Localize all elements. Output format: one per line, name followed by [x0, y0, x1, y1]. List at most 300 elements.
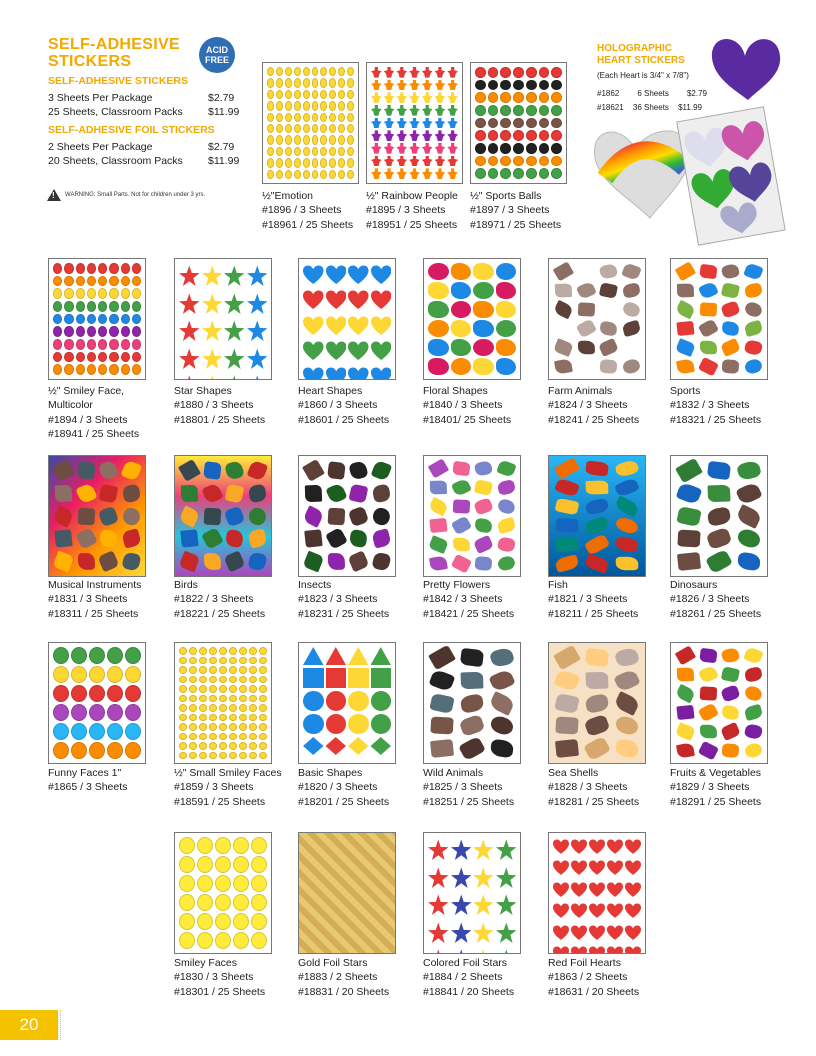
sticker	[320, 78, 327, 87]
sticker	[285, 124, 292, 133]
sticker	[371, 288, 392, 311]
sticker	[251, 837, 267, 854]
sticker	[743, 282, 762, 298]
sticker	[320, 158, 327, 167]
sticker	[303, 158, 310, 167]
sticker	[267, 101, 274, 110]
sticker-pattern	[49, 643, 145, 763]
basic-shape-column	[303, 647, 324, 759]
sticker	[371, 529, 391, 549]
sticker	[239, 704, 247, 712]
sticker	[259, 714, 267, 722]
product-name: Insects	[298, 579, 332, 591]
sticker	[496, 282, 517, 299]
sticker	[625, 944, 641, 954]
sticker	[451, 339, 472, 356]
sticker	[720, 263, 740, 281]
sticker	[203, 507, 220, 524]
product-name: ½" Smiley Face,	[48, 385, 125, 397]
sticker	[239, 733, 247, 741]
sticker	[526, 80, 537, 91]
sticker	[539, 92, 550, 103]
sticker	[121, 326, 130, 337]
sticker	[77, 553, 94, 570]
sticker	[422, 105, 433, 116]
sticker	[526, 118, 537, 129]
sticker	[303, 113, 310, 122]
sticker	[89, 647, 105, 664]
sticker	[488, 67, 499, 78]
sticker-pattern	[549, 833, 645, 953]
sticker	[720, 684, 740, 702]
sticker	[435, 130, 446, 141]
sticker	[539, 143, 550, 154]
sticker	[496, 920, 517, 946]
sticker	[371, 483, 390, 502]
sticker	[209, 676, 217, 684]
sticker	[326, 288, 347, 311]
sticker	[197, 837, 213, 854]
sticker	[179, 875, 195, 892]
sticker	[304, 530, 322, 548]
sticker	[98, 263, 107, 274]
product-line: #18421 / 25 Sheets	[423, 607, 515, 620]
product-line: #1820 / 3 Sheets	[298, 781, 378, 794]
sticker	[294, 90, 301, 99]
sticker	[276, 170, 283, 179]
sticker-sheet-image	[423, 642, 521, 764]
product-line: #18831 / 20 Sheets	[298, 985, 390, 998]
holographic-hearts-image	[590, 28, 790, 246]
sticker	[132, 288, 141, 299]
sticker	[384, 168, 395, 179]
sticker	[584, 533, 610, 556]
sticker	[428, 263, 449, 280]
product-line: #18801 / 25 Sheets	[174, 413, 266, 426]
sticker	[247, 529, 267, 549]
sticker	[197, 875, 213, 892]
sticker	[77, 507, 94, 524]
sticker	[500, 130, 511, 141]
sticker-sheet-image	[670, 642, 768, 764]
sticker	[743, 301, 763, 319]
sticker	[71, 704, 87, 721]
sticker	[259, 657, 267, 665]
sticker	[496, 320, 517, 337]
sticker	[320, 135, 327, 144]
sticker-pattern	[175, 259, 271, 379]
product-line: #1859 / 3 Sheets	[174, 781, 254, 794]
sticker-sheet-image	[423, 258, 521, 380]
sticker	[500, 80, 511, 91]
sticker	[338, 78, 345, 87]
product-line: #1829 / 3 Sheets	[670, 781, 750, 794]
sticker	[473, 865, 494, 891]
sticker	[708, 484, 731, 501]
sticker	[338, 170, 345, 179]
product-line: #1825 / 3 Sheets	[423, 781, 503, 794]
sticker	[743, 357, 763, 375]
sticker	[247, 346, 268, 372]
sticker	[577, 341, 594, 355]
sticker	[428, 497, 449, 516]
sticker-sheet-image	[174, 832, 272, 954]
product-line: #18221 / 25 Sheets	[174, 607, 266, 620]
sticker	[75, 482, 97, 504]
sticker	[347, 170, 354, 179]
sticker	[53, 301, 62, 312]
sticker	[598, 263, 618, 281]
product-caption	[548, 578, 638, 621]
sticker	[396, 92, 407, 103]
product-name: Fruits & Vegetables	[670, 767, 762, 779]
sticker	[348, 460, 368, 481]
sticker	[513, 67, 524, 78]
sticker	[348, 314, 369, 337]
sticker	[384, 92, 395, 103]
sticker	[607, 923, 623, 942]
sticker	[71, 647, 87, 664]
sticker	[384, 118, 395, 129]
sticker	[327, 553, 344, 570]
sticker	[179, 373, 200, 380]
sticker	[202, 373, 223, 380]
sticker	[577, 302, 594, 316]
sticker	[371, 156, 382, 167]
sticker	[64, 288, 73, 299]
title-line-1: SELF-ADHESIVE	[48, 36, 180, 53]
sticker	[584, 553, 610, 574]
sticker	[201, 528, 223, 551]
sticker	[294, 101, 301, 110]
sticker	[189, 752, 197, 760]
sticker	[621, 262, 641, 281]
product-line: Multicolor	[48, 399, 93, 412]
sticker	[384, 143, 395, 154]
sticker	[312, 67, 319, 76]
sticker	[697, 357, 718, 377]
sticker	[219, 647, 227, 655]
sticker	[422, 168, 433, 179]
sticker	[429, 693, 454, 714]
product-caption	[262, 189, 353, 232]
sticker	[409, 67, 420, 78]
sticker	[189, 733, 197, 741]
sticker	[320, 101, 327, 110]
sticker	[197, 913, 213, 930]
product-caption	[366, 189, 458, 232]
sticker-pattern	[175, 456, 271, 576]
sticker	[109, 263, 118, 274]
sticker	[348, 263, 369, 286]
sticker	[179, 837, 195, 854]
sticker	[303, 314, 324, 337]
sticker	[743, 320, 762, 337]
sticker	[98, 352, 107, 363]
sticker	[267, 147, 274, 156]
sticker	[496, 837, 517, 863]
sticker	[428, 947, 449, 954]
sticker	[409, 105, 420, 116]
sticker	[625, 923, 641, 942]
sticker	[327, 461, 345, 480]
sticker	[53, 723, 69, 740]
sticker	[677, 552, 701, 571]
sticker	[239, 666, 247, 674]
sticker	[251, 894, 267, 911]
sticker	[496, 263, 517, 280]
sticker	[621, 320, 640, 337]
product-line: #1860 / 3 Sheets	[298, 399, 378, 412]
sticker	[675, 722, 695, 741]
sticker	[199, 685, 207, 693]
sticker	[553, 645, 581, 671]
sticker	[496, 517, 515, 534]
sticker	[121, 301, 130, 312]
sticker	[473, 301, 494, 318]
sticker-pattern	[671, 643, 767, 763]
sticker	[199, 714, 207, 722]
sticker	[428, 339, 449, 356]
sticker	[450, 478, 471, 497]
sticker	[312, 113, 319, 122]
sticker	[430, 739, 454, 758]
sticker	[199, 657, 207, 665]
sticker	[320, 124, 327, 133]
sticker	[233, 932, 249, 949]
sticker	[53, 326, 62, 337]
sticker	[87, 276, 96, 287]
sticker	[179, 723, 187, 731]
sticker	[347, 551, 369, 573]
sticker	[496, 459, 516, 478]
section-heading: SELF-ADHESIVE STICKERS	[48, 75, 189, 87]
sticker	[371, 130, 382, 141]
sticker	[53, 339, 62, 350]
sticker	[239, 685, 247, 693]
sticker	[329, 90, 336, 99]
sticker-sheet-image	[298, 832, 396, 954]
product-line: #18291 / 25 Sheets	[670, 795, 762, 808]
sticker	[551, 67, 562, 78]
product-code-25: #18961 / 25 Sheets	[262, 218, 354, 231]
product-code-3: #1895 / 3 Sheets	[366, 204, 446, 217]
sticker	[219, 752, 227, 760]
sticker	[294, 113, 301, 122]
holo-price: $11.99	[678, 103, 702, 112]
sticker-pattern	[299, 833, 395, 953]
sticker	[720, 338, 741, 357]
sticker	[429, 518, 447, 533]
sticker	[320, 170, 327, 179]
sticker	[473, 535, 494, 554]
sticker	[276, 147, 283, 156]
sticker	[554, 668, 581, 692]
product-line: #1826 / 3 Sheets	[670, 593, 750, 606]
product-line: #1828 / 3 Sheets	[548, 781, 628, 794]
sticker	[107, 685, 123, 702]
sticker	[209, 752, 217, 760]
sticker	[371, 263, 392, 286]
sticker	[229, 733, 237, 741]
sticker	[551, 80, 562, 91]
sticker	[473, 497, 493, 515]
sticker	[303, 124, 310, 133]
sticker	[320, 147, 327, 156]
sticker	[585, 498, 610, 516]
sticker	[98, 326, 107, 337]
sticker-sheet-image	[48, 455, 146, 577]
sticker	[370, 460, 391, 481]
sticker	[614, 715, 640, 737]
sticker	[347, 158, 354, 167]
sticker	[584, 515, 610, 535]
sticker	[675, 646, 696, 666]
sticker	[621, 282, 640, 298]
sticker	[98, 460, 118, 481]
sticker	[551, 118, 562, 129]
sticker	[233, 875, 249, 892]
sticker	[347, 124, 354, 133]
sticker	[428, 535, 448, 554]
sticker	[615, 536, 639, 553]
sticker	[347, 135, 354, 144]
sticker	[202, 291, 223, 317]
sticker	[239, 714, 247, 722]
sticker	[422, 118, 433, 129]
sticker	[125, 723, 141, 740]
sticker	[706, 506, 731, 527]
sticker	[312, 101, 319, 110]
sticker	[329, 101, 336, 110]
sticker	[488, 118, 499, 129]
sticker	[55, 485, 72, 502]
sticker	[743, 704, 762, 721]
sticker	[384, 105, 395, 116]
sticker	[500, 67, 511, 78]
price-row	[48, 141, 248, 153]
product-caption	[548, 766, 639, 809]
sticker	[201, 482, 223, 504]
product-caption	[298, 956, 389, 999]
sticker	[697, 741, 718, 761]
sticker	[571, 880, 587, 899]
sticker	[551, 168, 562, 179]
sticker	[219, 676, 227, 684]
sticker	[76, 288, 85, 299]
sticker	[396, 80, 407, 91]
sticker	[707, 461, 731, 480]
sticker	[584, 714, 611, 737]
sticker	[348, 505, 369, 526]
sticker	[589, 837, 605, 856]
sticker	[64, 364, 73, 375]
product-caption	[298, 578, 389, 621]
sticker	[447, 80, 458, 91]
sticker	[326, 339, 347, 362]
sticker	[120, 460, 141, 481]
sticker	[675, 338, 695, 357]
sticker	[98, 301, 107, 312]
product-code-3: #1897 / 3 Sheets	[470, 204, 550, 217]
sticker	[589, 858, 605, 877]
sticker	[249, 742, 257, 750]
sticker-pattern	[175, 643, 271, 763]
sticker	[285, 78, 292, 87]
sticker	[199, 647, 207, 655]
sticker	[249, 704, 257, 712]
sticker-pattern	[175, 833, 271, 953]
product-line: #1894 / 3 Sheets	[48, 413, 128, 426]
sticker	[371, 552, 391, 572]
sticker	[259, 685, 267, 693]
sticker	[76, 364, 85, 375]
sticker	[76, 263, 85, 274]
sticker-sheet-image	[298, 258, 396, 380]
sticker	[589, 923, 605, 942]
sticker	[189, 647, 197, 655]
sticker	[396, 118, 407, 129]
sticker	[615, 739, 639, 759]
sticker	[489, 715, 515, 737]
product-line: #18631 / 20 Sheets	[548, 985, 640, 998]
product-line: #18231 / 25 Sheets	[298, 607, 390, 620]
sticker	[743, 741, 763, 759]
sticker-sheet-image	[174, 258, 272, 380]
holo-size-note: (Each Heart is 3/4" x 7/8")	[597, 71, 689, 80]
sticker	[451, 263, 472, 280]
product-caption	[48, 384, 139, 442]
sticker-sheet-image	[548, 642, 646, 764]
sticker	[553, 901, 569, 920]
sticker	[577, 264, 595, 279]
sticker	[451, 837, 472, 863]
product-line: #1880 / 3 Sheets	[174, 399, 254, 412]
sticker	[249, 685, 257, 693]
sticker	[215, 894, 231, 911]
sticker	[349, 529, 368, 548]
title-line-2: STICKERS	[48, 53, 132, 70]
sticker	[327, 507, 344, 524]
sticker	[312, 170, 319, 179]
sticker	[87, 339, 96, 350]
sticker	[53, 314, 62, 325]
sticker	[496, 554, 516, 572]
sticker	[474, 518, 492, 534]
sticker	[247, 373, 268, 380]
sticker	[447, 92, 458, 103]
product-caption	[548, 956, 639, 999]
sticker	[459, 714, 486, 737]
sticker	[179, 685, 187, 693]
sticker	[526, 168, 537, 179]
sticker	[736, 528, 762, 550]
sticker	[233, 856, 249, 873]
sticker	[312, 124, 319, 133]
product-caption	[423, 956, 514, 999]
sticker	[513, 118, 524, 129]
sticker	[600, 359, 617, 374]
sticker	[513, 130, 524, 141]
sticker	[325, 528, 347, 551]
sticker	[699, 725, 716, 739]
price-value: $11.99	[208, 155, 240, 167]
sticker	[338, 113, 345, 122]
sticker	[224, 318, 245, 344]
sticker	[370, 506, 391, 527]
sticker	[267, 170, 274, 179]
sticker	[267, 90, 274, 99]
